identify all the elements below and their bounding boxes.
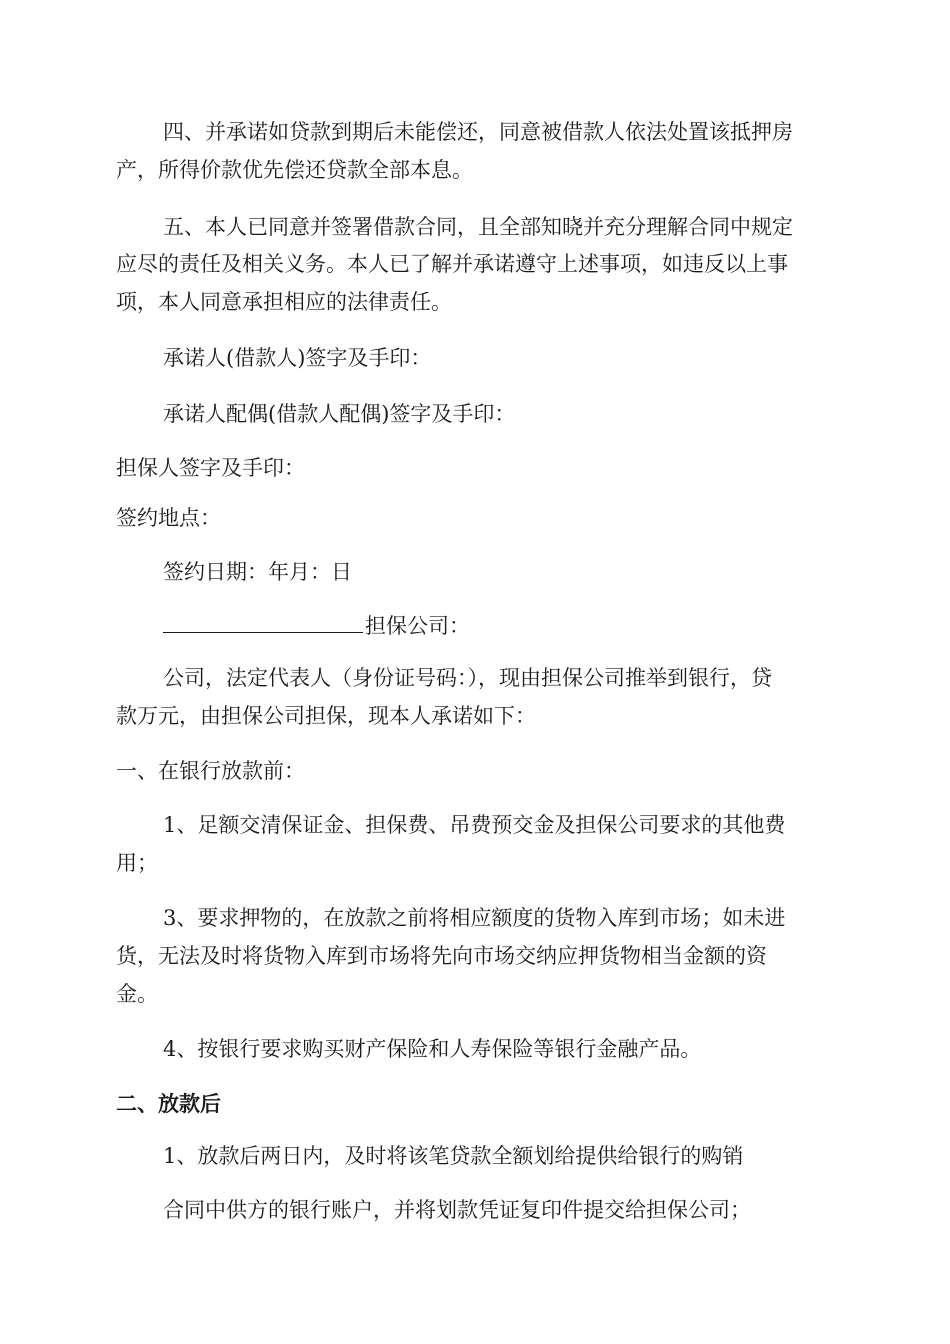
signing-place-label: 签约地点： bbox=[116, 506, 221, 530]
spouse-signature-label: 承诺人配偶(借款人配偶)签字及手印： bbox=[163, 402, 516, 426]
clause-5-line-1: 五、本人已同意并签署借款合同，且全部知晓并充分理解合同中规定 bbox=[163, 215, 793, 239]
section-1-item-4: 4、按银行要求购买财产保险和人寿保险等银行金融产品。 bbox=[163, 1037, 702, 1061]
clause-4-line-1: 四、并承诺如贷款到期后未能偿还，同意被借款人依法处置该抵押房 bbox=[163, 120, 793, 144]
clause-5-line-2: 应尽的责任及相关义务。本人已了解并承诺遵守上述事项，如违反以上事 bbox=[116, 252, 788, 276]
section-1-item-3-line-3: 金。 bbox=[116, 982, 158, 1006]
guarantor-signature-label: 担保人签字及手印： bbox=[116, 456, 305, 480]
section-2-item-1-line-2: 合同中供方的银行账户，并将划款凭证复印件提交给担保公司； bbox=[163, 1198, 751, 1222]
guarantee-company-label: 担保公司： bbox=[365, 614, 470, 638]
guarantee-company-line bbox=[163, 611, 470, 641]
signing-date-label: 签约日期：年月：日 bbox=[163, 560, 352, 584]
intro-line-1: 公司，法定代表人（身份证号码：），现由担保公司推举到银行，贷 bbox=[163, 666, 772, 690]
section-1-item-1-line-1: 1、足额交清保证金、担保费、吊费预交金及担保公司要求的其他费 bbox=[163, 813, 786, 837]
section-2-item-1-line-1: 1、放款后两日内，及时将该笔贷款全额划给提供给银行的购销 bbox=[163, 1144, 744, 1168]
section-1-item-3-line-1: 3、要求押物的，在放款之前将相应额度的货物入库到市场；如未进 bbox=[163, 906, 786, 930]
clause-4-line-2: 产，所得价款优先偿还贷款全部本息。 bbox=[116, 158, 473, 182]
section-2-heading: 二、放款后 bbox=[116, 1091, 221, 1116]
intro-line-2: 款万元，由担保公司担保，现本人承诺如下： bbox=[116, 704, 536, 728]
clause-5-line-3: 项，本人同意承担相应的法律责任。 bbox=[116, 290, 452, 314]
blank-underline bbox=[163, 612, 363, 633]
section-1-item-3-line-2: 货，无法及时将货物入库到市场将先向市场交纳应押货物相当金额的资 bbox=[116, 944, 767, 968]
section-1-item-1-line-2: 用； bbox=[116, 851, 158, 875]
section-1-heading: 一、在银行放款前： bbox=[116, 759, 305, 783]
borrower-signature-label: 承诺人(借款人)签字及手印： bbox=[163, 346, 432, 370]
